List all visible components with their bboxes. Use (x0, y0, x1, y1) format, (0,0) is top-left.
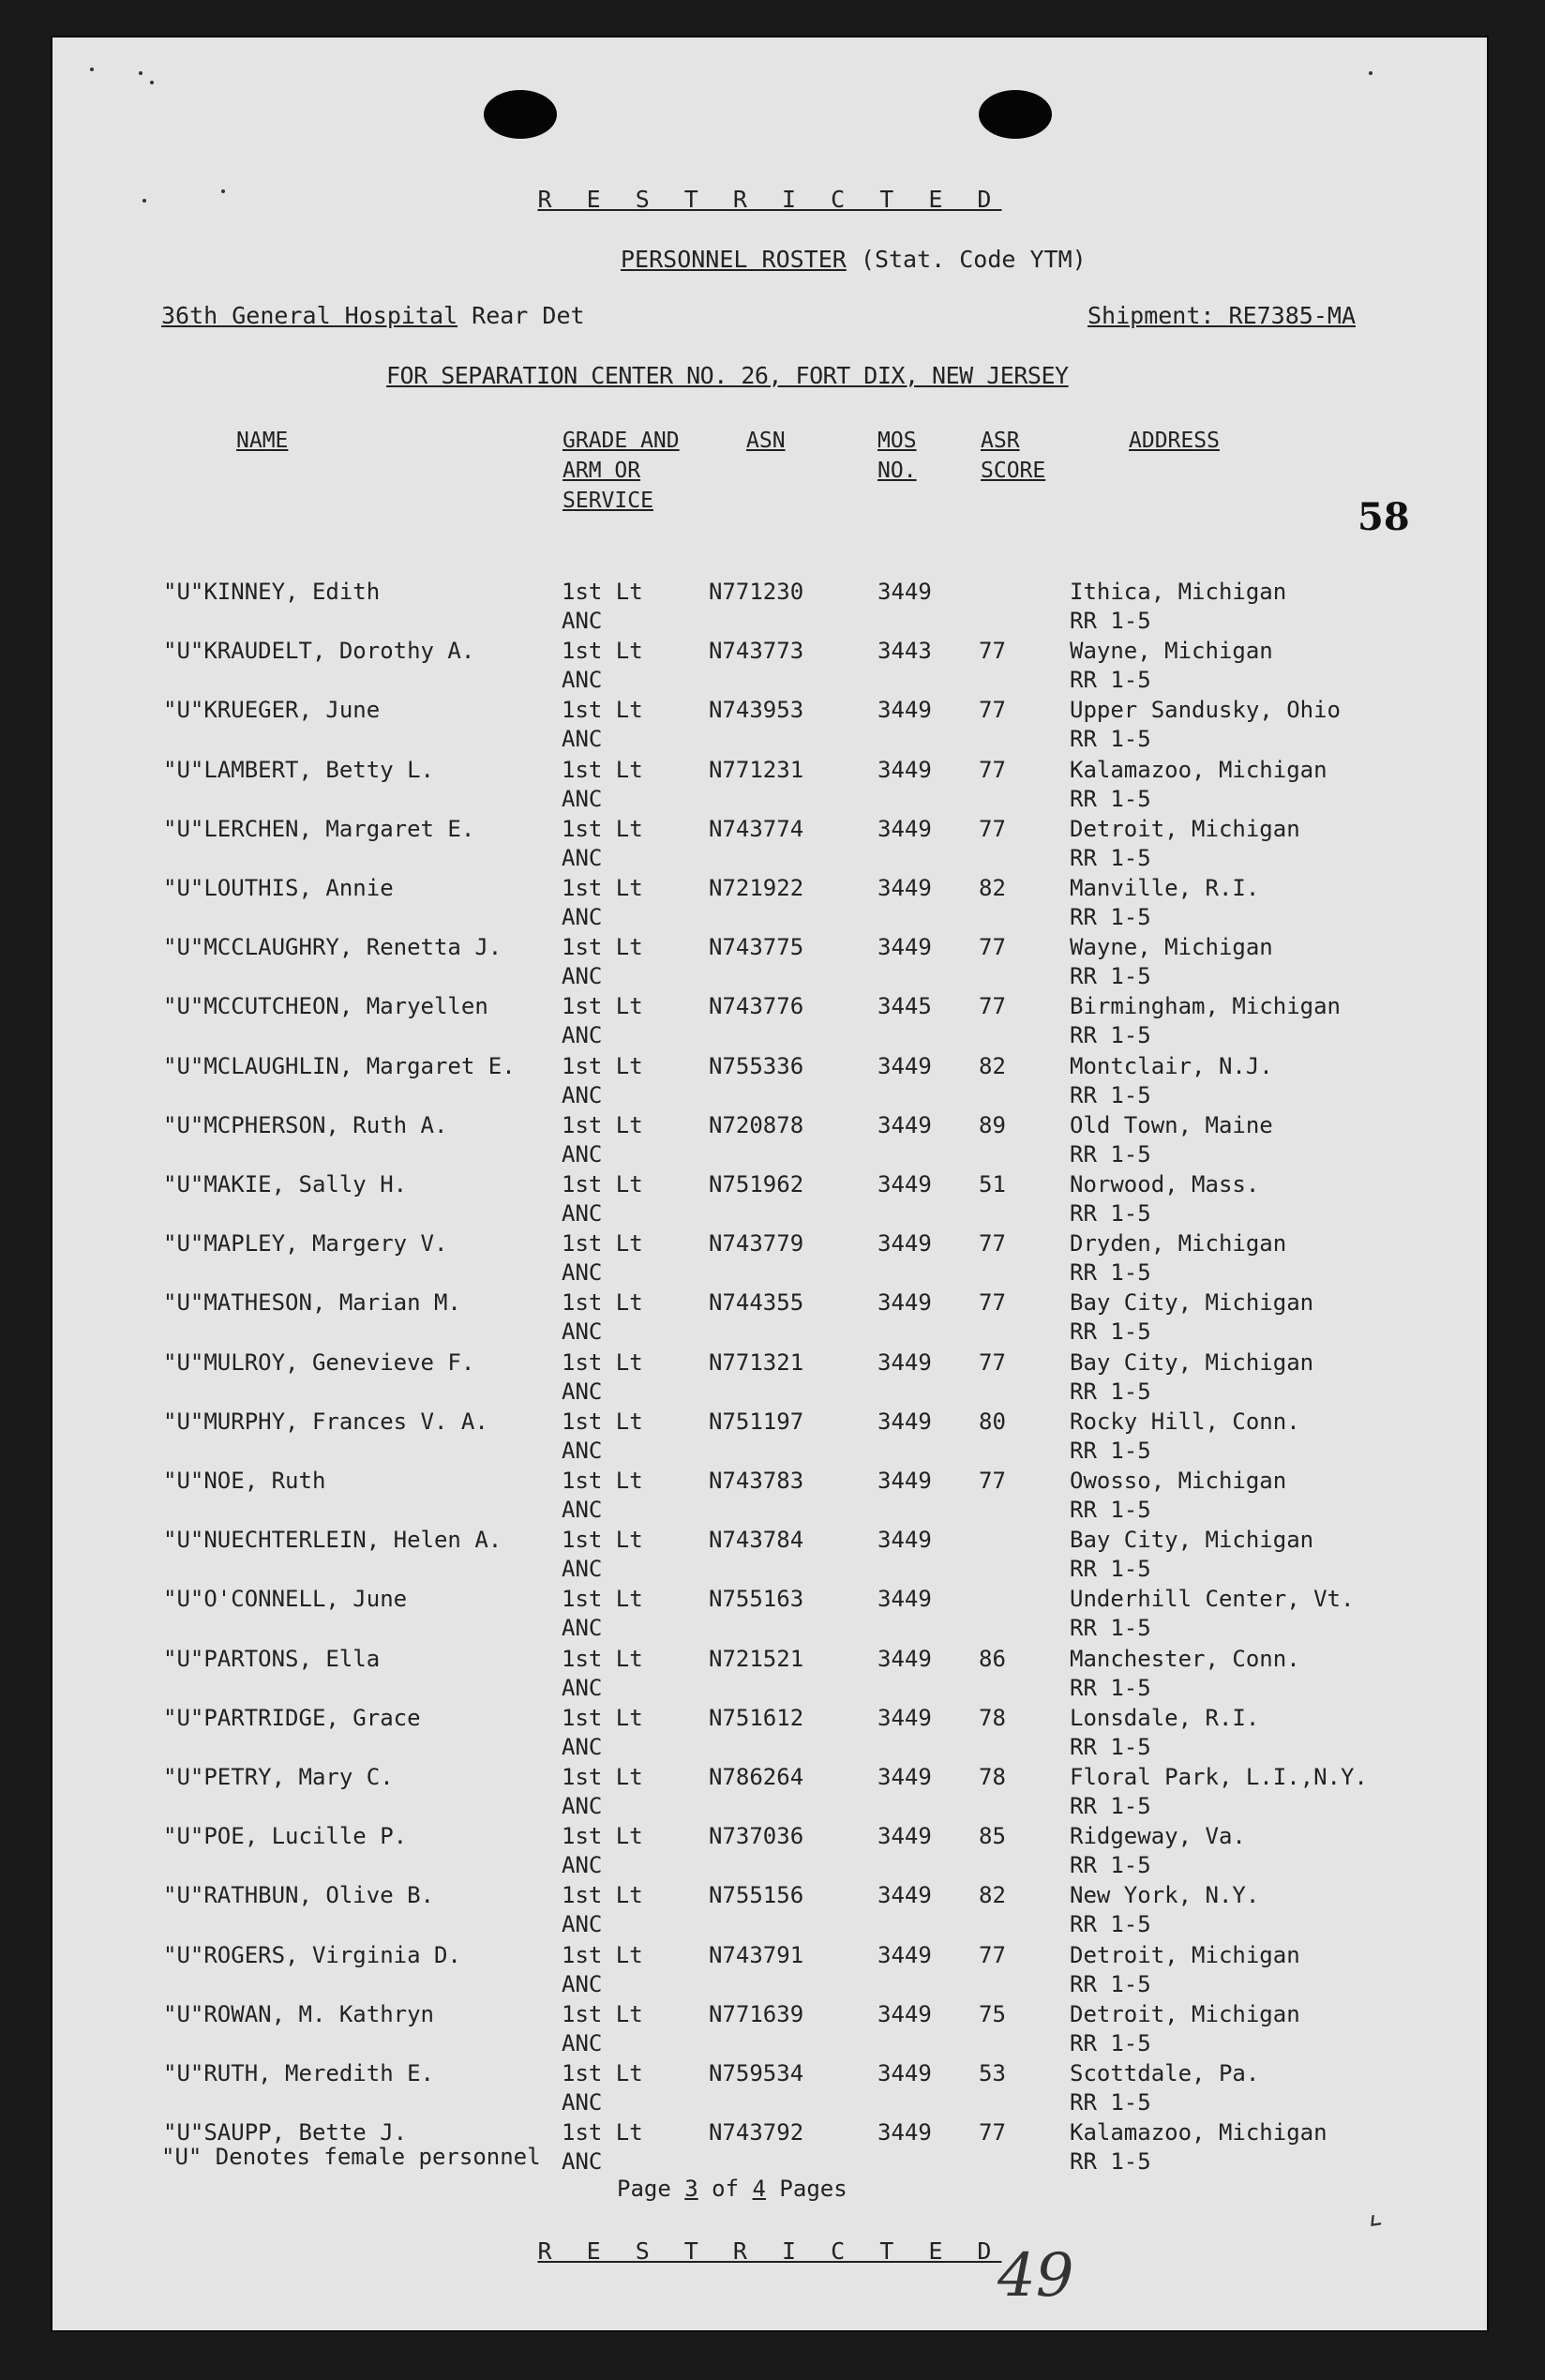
table-row (52, 1111, 1487, 1170)
row-asn: N786264 (709, 1764, 804, 1790)
row-mos: 3449 (878, 1586, 932, 1613)
classification-bottom: R E S T R I C T E D (537, 2237, 1002, 2265)
row-asr-score: 89 (979, 1111, 1006, 1138)
row-address: Detroit, Michigan (1070, 815, 1300, 842)
col-header-address: ADDRESS (1129, 429, 1220, 453)
row-name: "U"POE, Lucille P. (163, 1823, 408, 1850)
row-rr: RR 1-5 (1070, 608, 1151, 634)
row-name: "U"LERCHEN, Margaret E. (163, 815, 475, 842)
table-row (52, 1467, 1487, 1526)
row-rr: RR 1-5 (1070, 1497, 1151, 1523)
row-name: "U"KINNEY, Edith (163, 579, 381, 605)
row-address: Underhill Center, Vt. (1070, 1586, 1355, 1613)
row-rr: RR 1-5 (1070, 1793, 1151, 1819)
row-arm: ANC (562, 1022, 603, 1049)
row-grade: 1st Lt (562, 1230, 643, 1258)
row-address: Kalamazoo, Michigan (1070, 756, 1328, 783)
row-address: Norwood, Mass. (1070, 1171, 1260, 1198)
row-asr-score: 77 (979, 815, 1006, 842)
row-asr-score: 77 (979, 638, 1006, 665)
row-name: "U"KRAUDELT, Dorothy A. (163, 638, 475, 665)
row-arm: ANC (562, 1911, 603, 1938)
row-asr-score: 77 (979, 2119, 1006, 2147)
row-asr-score: 51 (979, 1171, 1006, 1198)
row-mos: 3449 (878, 756, 932, 783)
col-header-grade (562, 426, 680, 516)
row-rr: RR 1-5 (1070, 1556, 1151, 1583)
shipment-label: Shipment: (1088, 302, 1215, 329)
row-grade: 1st Lt (562, 2119, 643, 2147)
table-row (52, 1822, 1487, 1881)
row-address: Kalamazoo, Michigan (1070, 2119, 1328, 2147)
row-name: "U"PARTONS, Ella (163, 1645, 381, 1672)
col-header-grade-l3: SERVICE (562, 489, 653, 513)
row-address: Manville, R.I. (1070, 875, 1260, 901)
row-rr: RR 1-5 (1070, 1378, 1151, 1405)
row-mos: 3449 (878, 1527, 932, 1554)
paper-speck (139, 71, 142, 75)
row-grade: 1st Lt (562, 2060, 643, 2086)
col-header-asr (981, 426, 1045, 486)
row-mos: 3449 (878, 1468, 932, 1494)
shipment-line (1088, 302, 1356, 329)
row-asr-score: 77 (979, 756, 1006, 783)
table-row (52, 1288, 1487, 1348)
row-address: Bay City, Michigan (1070, 1289, 1314, 1317)
row-asn: N743776 (709, 993, 804, 1020)
row-grade: 1st Lt (562, 1823, 643, 1850)
table-row (52, 1052, 1487, 1111)
row-grade: 1st Lt (562, 697, 643, 724)
row-asn: N771639 (709, 2000, 804, 2027)
row-mos: 3449 (878, 875, 932, 901)
row-asn: N755336 (709, 1052, 804, 1079)
row-address: Bay City, Michigan (1070, 1348, 1314, 1376)
row-name: "U"SAUPP, Bette J. (163, 2119, 408, 2147)
row-arm: ANC (562, 2089, 603, 2116)
handwritten-mark: ⌞ (1364, 2193, 1385, 2233)
row-name: "U"PETRY, Mary C. (163, 1764, 394, 1790)
row-arm: ANC (562, 1081, 603, 1108)
col-header-asr-l2: SCORE (981, 459, 1046, 483)
row-arm: ANC (562, 1852, 603, 1879)
unit-name: 36th General Hospital (161, 302, 458, 329)
col-header-name: NAME (236, 429, 289, 453)
row-grade: 1st Lt (562, 1111, 643, 1138)
page-info (617, 2176, 848, 2202)
col-header-mos-l1: MOS (878, 429, 917, 453)
row-arm: ANC (562, 1378, 603, 1405)
row-rr: RR 1-5 (1070, 2029, 1151, 2056)
row-grade: 1st Lt (562, 993, 643, 1020)
row-rr: RR 1-5 (1070, 1733, 1151, 1760)
row-asr-score: 77 (979, 1941, 1006, 1968)
footnote: "U" Denotes female personnel (161, 2144, 541, 2170)
row-grade: 1st Lt (562, 1171, 643, 1198)
col-header-mos (878, 426, 917, 486)
row-address: New York, N.Y. (1070, 1882, 1260, 1909)
row-address: Bay City, Michigan (1070, 1527, 1314, 1554)
row-asr-score: 77 (979, 993, 1006, 1020)
row-address: Detroit, Michigan (1070, 2000, 1300, 2027)
page-info-suffix: Pages (779, 2176, 848, 2202)
table-row (52, 1585, 1487, 1644)
unit-line (161, 302, 585, 329)
row-name: "U"RATHBUN, Olive B. (163, 1882, 434, 1909)
paper-speck (1369, 71, 1372, 75)
table-row (52, 992, 1487, 1051)
row-asn: N771231 (709, 756, 804, 783)
roster-title (621, 246, 1087, 273)
row-mos: 3449 (878, 1882, 932, 1909)
row-name: "U"MCCLAUGHRY, Renetta J. (163, 934, 502, 961)
row-arm: ANC (562, 2029, 603, 2056)
row-grade: 1st Lt (562, 1468, 643, 1494)
row-arm: ANC (562, 1674, 603, 1701)
paper-speck (150, 81, 154, 84)
table-row (52, 756, 1487, 815)
row-rr: RR 1-5 (1070, 1852, 1151, 1879)
row-rr: RR 1-5 (1070, 1318, 1151, 1346)
paper-speck (90, 68, 94, 71)
row-grade: 1st Lt (562, 875, 643, 901)
table-row (52, 815, 1487, 874)
table-row (52, 1941, 1487, 2000)
row-arm: ANC (562, 785, 603, 812)
row-mos: 3449 (878, 1289, 932, 1317)
row-asr-score: 77 (979, 1468, 1006, 1494)
row-grade: 1st Lt (562, 638, 643, 665)
row-asn: N744355 (709, 1289, 804, 1317)
row-mos: 3449 (878, 579, 932, 605)
col-header-asn: ASN (746, 429, 786, 453)
row-grade: 1st Lt (562, 934, 643, 961)
row-rr: RR 1-5 (1070, 2089, 1151, 2116)
row-name: "U"MAPLEY, Margery V. (163, 1230, 448, 1258)
table-row (52, 933, 1487, 992)
row-rr: RR 1-5 (1070, 844, 1151, 871)
row-asr-score: 82 (979, 1052, 1006, 1079)
row-rr: RR 1-5 (1070, 667, 1151, 694)
row-grade: 1st Lt (562, 1586, 643, 1613)
page-info-total: 4 (752, 2176, 766, 2202)
row-asn: N743792 (709, 2119, 804, 2147)
table-row (52, 696, 1487, 755)
page-info-of: of (712, 2176, 740, 2202)
row-address: Lonsdale, R.I. (1070, 1704, 1260, 1731)
row-rr: RR 1-5 (1070, 1140, 1151, 1167)
row-grade: 1st Lt (562, 815, 643, 842)
destination: FOR SEPARATION CENTER NO. 26, FORT DIX, NEW JERSEY (386, 362, 1069, 389)
row-arm: ANC (562, 1733, 603, 1760)
row-grade: 1st Lt (562, 1527, 643, 1554)
roster-title-text: PERSONNEL ROSTER (621, 246, 847, 273)
row-asr-score: 77 (979, 1348, 1006, 1376)
row-arm: ANC (562, 844, 603, 871)
row-grade: 1st Lt (562, 1941, 643, 1968)
row-arm: ANC (562, 726, 603, 753)
row-asn: N771230 (709, 579, 804, 605)
row-arm: ANC (562, 963, 603, 990)
row-mos: 3449 (878, 1052, 932, 1079)
row-arm: ANC (562, 1318, 603, 1346)
page-info-prefix: Page (617, 2176, 671, 2202)
row-name: "U"LAMBERT, Betty L. (163, 756, 434, 783)
row-arm: ANC (562, 1556, 603, 1583)
unit-suffix: Rear Det (472, 302, 585, 329)
row-arm: ANC (562, 1793, 603, 1819)
row-arm: ANC (562, 1497, 603, 1523)
row-grade: 1st Lt (562, 1704, 643, 1731)
row-address: Ithica, Michigan (1070, 579, 1287, 605)
row-grade: 1st Lt (562, 1408, 643, 1435)
row-rr: RR 1-5 (1070, 1022, 1151, 1049)
row-mos: 3449 (878, 1941, 932, 1968)
row-name: "U"NOE, Ruth (163, 1468, 326, 1494)
row-rr: RR 1-5 (1070, 1970, 1151, 1997)
row-asn: N751962 (709, 1171, 804, 1198)
binder-hole-left (484, 90, 557, 139)
row-grade: 1st Lt (562, 1645, 643, 1672)
row-address: Upper Sandusky, Ohio (1070, 697, 1341, 724)
row-address: Ridgeway, Va. (1070, 1823, 1246, 1850)
row-asn: N743779 (709, 1230, 804, 1258)
row-asn: N743953 (709, 697, 804, 724)
row-rr: RR 1-5 (1070, 1911, 1151, 1938)
row-name: "U"MAKIE, Sally H. (163, 1171, 408, 1198)
row-mos: 3449 (878, 1230, 932, 1258)
row-name: "U"ROWAN, M. Kathryn (163, 2000, 434, 2027)
row-name: "U"RUTH, Meredith E. (163, 2060, 434, 2086)
row-asn: N755163 (709, 1586, 804, 1613)
row-name: "U"PARTRIDGE, Grace (163, 1704, 421, 1731)
stamped-page-number: 58 (1358, 495, 1410, 539)
row-arm: ANC (562, 1200, 603, 1227)
page-info-current: 3 (684, 2176, 698, 2202)
row-mos: 3449 (878, 1645, 932, 1672)
row-name: "U"LOUTHIS, Annie (163, 875, 394, 901)
row-arm: ANC (562, 1437, 603, 1464)
row-name: "U"MATHESON, Marian M. (163, 1289, 461, 1317)
row-mos: 3445 (878, 993, 932, 1020)
row-asr-score: 82 (979, 1882, 1006, 1909)
row-asr-score: 82 (979, 875, 1006, 901)
row-address: Wayne, Michigan (1070, 934, 1273, 961)
table-row (52, 1526, 1487, 1585)
row-asn: N743773 (709, 638, 804, 665)
row-address: Manchester, Conn. (1070, 1645, 1300, 1672)
row-asn: N751197 (709, 1408, 804, 1435)
row-grade: 1st Lt (562, 1052, 643, 1079)
row-asr-score: 77 (979, 1289, 1006, 1317)
row-address: Wayne, Michigan (1070, 638, 1273, 665)
col-header-grade-l2: ARM OR (562, 459, 641, 483)
table-row (52, 1645, 1487, 1704)
col-header-asr-l1: ASR (981, 429, 1020, 453)
row-asr-score: 77 (979, 697, 1006, 724)
row-asn: N759534 (709, 2060, 804, 2086)
row-arm: ANC (562, 1140, 603, 1167)
row-rr: RR 1-5 (1070, 1615, 1151, 1642)
row-name: "U"MULROY, Genevieve F. (163, 1348, 475, 1376)
table-row (52, 578, 1487, 637)
row-asr-score: 86 (979, 1645, 1006, 1672)
row-name: "U"MCLAUGHLIN, Margaret E. (163, 1052, 516, 1079)
row-asr-score: 80 (979, 1408, 1006, 1435)
row-rr: RR 1-5 (1070, 1200, 1151, 1227)
row-asn: N743774 (709, 815, 804, 842)
col-header-mos-l2: NO. (878, 459, 917, 483)
row-mos: 3449 (878, 1704, 932, 1731)
row-rr: RR 1-5 (1070, 1259, 1151, 1287)
row-asn: N721521 (709, 1645, 804, 1672)
row-address: Rocky Hill, Conn. (1070, 1408, 1300, 1435)
row-asn: N771321 (709, 1348, 804, 1376)
row-asr-score: 78 (979, 1764, 1006, 1790)
row-name: "U"MCPHERSON, Ruth A. (163, 1111, 448, 1138)
row-address: Detroit, Michigan (1070, 1941, 1300, 1968)
row-address: Scottdale, Pa. (1070, 2060, 1260, 2086)
table-row (52, 1881, 1487, 1940)
row-arm: ANC (562, 608, 603, 634)
row-asn: N743775 (709, 934, 804, 961)
row-name: "U"MURPHY, Frances V. A. (163, 1408, 488, 1435)
row-rr: RR 1-5 (1070, 1081, 1151, 1108)
row-arm: ANC (562, 667, 603, 694)
row-address: Birmingham, Michigan (1070, 993, 1341, 1020)
row-asr-score: 53 (979, 2060, 1006, 2086)
row-mos: 3449 (878, 1764, 932, 1790)
table-row (52, 1408, 1487, 1467)
table-row (52, 1763, 1487, 1822)
table-row (52, 2059, 1487, 2118)
row-asr-score: 77 (979, 934, 1006, 961)
row-address: Old Town, Maine (1070, 1111, 1273, 1138)
row-asr-score: 75 (979, 2000, 1006, 2027)
row-rr: RR 1-5 (1070, 963, 1151, 990)
shipment-code: RE7385-MA (1228, 302, 1356, 329)
row-grade: 1st Lt (562, 1764, 643, 1790)
row-arm: ANC (562, 904, 603, 930)
row-asn: N751612 (709, 1704, 804, 1731)
table-row (52, 1704, 1487, 1763)
row-arm: ANC (562, 1970, 603, 1997)
row-mos: 3449 (878, 934, 932, 961)
row-asr-score: 77 (979, 1230, 1006, 1258)
table-row (52, 1229, 1487, 1288)
row-rr: RR 1-5 (1070, 904, 1151, 930)
row-mos: 3443 (878, 638, 932, 665)
col-header-grade-l1: GRADE AND (562, 429, 680, 453)
row-name: "U"ROGERS, Virginia D. (163, 1941, 461, 1968)
row-grade: 1st Lt (562, 1289, 643, 1317)
row-rr: RR 1-5 (1070, 1674, 1151, 1701)
row-asn: N755156 (709, 1882, 804, 1909)
row-name: "U"O'CONNELL, June (163, 1586, 408, 1613)
row-arm: ANC (562, 2148, 603, 2176)
row-mos: 3449 (878, 1823, 932, 1850)
roster-sheet (52, 38, 1487, 2330)
row-mos: 3449 (878, 2000, 932, 2027)
row-rr: RR 1-5 (1070, 2148, 1151, 2176)
handwritten-number: 49 (998, 2241, 1074, 2311)
table-row (52, 1170, 1487, 1229)
table-row (52, 874, 1487, 933)
row-rr: RR 1-5 (1070, 1437, 1151, 1464)
row-rr: RR 1-5 (1070, 785, 1151, 812)
row-mos: 3449 (878, 2060, 932, 2086)
classification-top: R E S T R I C T E D (537, 186, 1002, 213)
row-grade: 1st Lt (562, 579, 643, 605)
row-mos: 3449 (878, 697, 932, 724)
row-mos: 3449 (878, 1408, 932, 1435)
row-arm: ANC (562, 1615, 603, 1642)
row-grade: 1st Lt (562, 1882, 643, 1909)
row-address: Owosso, Michigan (1070, 1468, 1287, 1494)
row-asn: N720878 (709, 1111, 804, 1138)
row-arm: ANC (562, 1259, 603, 1287)
row-mos: 3449 (878, 1348, 932, 1376)
row-name: "U"NUECHTERLEIN, Helen A. (163, 1527, 502, 1554)
row-address: Dryden, Michigan (1070, 1230, 1287, 1258)
row-address: Floral Park, L.I.,N.Y. (1070, 1764, 1368, 1790)
row-mos: 3449 (878, 1171, 932, 1198)
row-address: Montclair, N.J. (1070, 1052, 1273, 1079)
table-row (52, 1348, 1487, 1408)
row-asr-score: 78 (979, 1704, 1006, 1731)
table-row (52, 2000, 1487, 2059)
row-asn: N721922 (709, 875, 804, 901)
binder-hole-right (979, 90, 1052, 139)
row-name: "U"KRUEGER, June (163, 697, 381, 724)
stat-code: (Stat. Code YTM) (860, 246, 1087, 273)
row-mos: 3449 (878, 2119, 932, 2147)
row-grade: 1st Lt (562, 2000, 643, 2027)
row-asn: N743791 (709, 1941, 804, 1968)
row-grade: 1st Lt (562, 756, 643, 783)
row-asn: N737036 (709, 1823, 804, 1850)
row-asn: N743784 (709, 1527, 804, 1554)
row-asr-score: 85 (979, 1823, 1006, 1850)
row-mos: 3449 (878, 815, 932, 842)
row-asn: N743783 (709, 1468, 804, 1494)
row-grade: 1st Lt (562, 1348, 643, 1376)
row-name: "U"MCCUTCHEON, Maryellen (163, 993, 488, 1020)
row-rr: RR 1-5 (1070, 726, 1151, 753)
table-row (52, 637, 1487, 696)
row-mos: 3449 (878, 1111, 932, 1138)
